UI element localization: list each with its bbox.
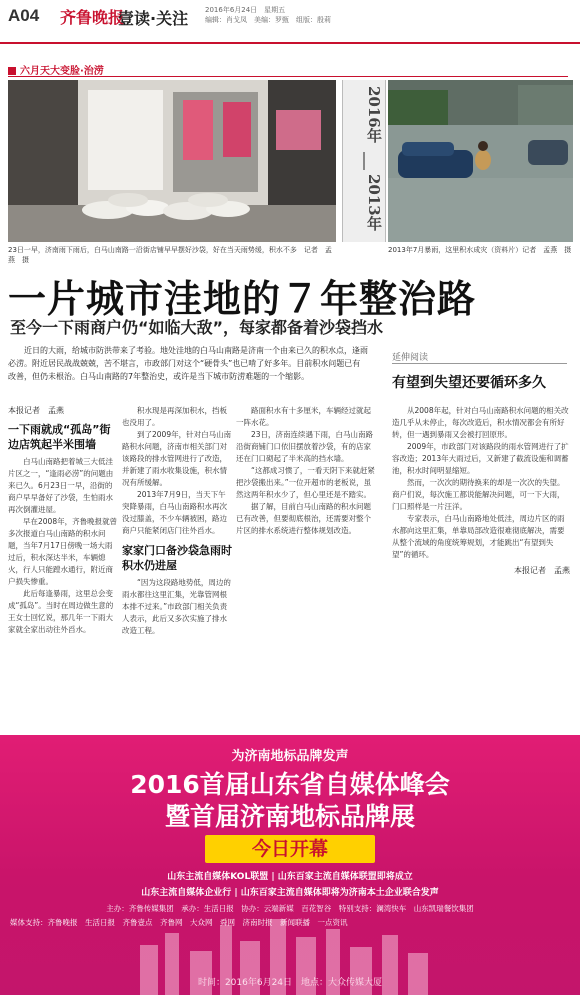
paragraph: “这都成习惯了，一看天阴下来就赶紧把沙袋搬出来。”一位开超市的老板说，虽然这两年积水少了，但心里还是不踏实。 [236,466,375,499]
paragraph: 23日，济南连续遇下雨，白马山南路沿街商铺门口依旧摆放着沙袋，有的店家还在门口砌起了半米高的挡水墙。 [236,430,374,463]
summit-banner-ad [0,735,580,995]
section-title: 壹读·关注 [118,9,189,28]
paragraph: 然而，一次次的期待换来的却是一次次的失望。商户们说，每次施工都说能解决问题，可一下大雨，门口照样是一片汪洋。 [392,478,565,511]
banner-organizers: 主办：齐鲁传媒集团 承办：生活日报 协办：云端新媒 百花智谷 特别支持：澜湾快车 山东凯瑞餐饮集团 [106,904,474,913]
related-reading-label: 延伸阅读 [392,350,567,364]
photo-2013-flood [388,80,573,242]
article-column-2 [122,405,232,730]
paragraph: 路面积水有十多厘米，车辆经过就起一阵水花。 [236,406,371,427]
banner-time-venue: 时间：2016年6月24日 地点：大众传媒大厦 [197,978,383,988]
topic-square-icon [8,67,16,75]
year-label-2013: 2013年 [365,174,383,231]
opening-today-badge: 今日开幕 [205,835,375,863]
topic-label: 六月天大变脸·治涝 [20,66,104,77]
year-label-2016: 2016年 [365,86,383,143]
topic-bar [8,62,568,77]
year-comparison-strip [342,80,386,242]
related-reading-title: 有望到失望还要循环多久 [392,375,546,391]
sidebar-byline: 本报记者 孟燕 [514,566,570,575]
lead-paragraph: 近日的大雨，给城市防洪带来了考验。地处洼地的白马山南路是济南一个由来已久的积水点，逢雨必涝。附近居民战战兢兢，苦不堪言，市政部门对这个“硬骨头”也已啃了好多年。目前积水问题已有改善，但仍未根治。白马山南路的7年整治史，或许是当下城市防涝难题的一个缩影。 [8,346,368,381]
editor-credits: 编辑：肖戈凤 美编：罗甄 组版：殷莉 [205,16,331,24]
paragraph: 2009年，市政部门对该路段的雨水管网进行了扩容改造；2013年大雨过后，又新建了截流设施和调蓄池，积水时间明显缩短。 [392,442,569,475]
year-divider [363,152,365,170]
banner-media-support: 媒体支持：齐鲁晚报 生活日报 齐鲁壹点 齐鲁网 大众网 舜网 济南时报 新闻联播 一点资讯 [10,918,348,927]
page-header [0,0,580,44]
banner-slogan: 为济南地标品牌发声 [231,749,349,764]
newspaper-logo: 齐鲁晚报 [60,8,125,27]
paragraph: 早在2008年，齐鲁晚报就曾多次报道白马山南路的积水问题，当年7月17日傍晚一场大雨过后，积水深达半米，车辆熄火，行人只能蹚水通行，附近商户损失惨重。 [8,517,118,586]
paragraph: 2013年7月9日，当天下午突降暴雨，白马山南路积水再次没过膝盖，不少车辆被困，路边商户只能紧闭店门往外舀水。 [122,490,227,535]
subhead-sandbags: 家家门口备沙袋急雨时积水仍进屋 [122,544,232,572]
photo-2016-storefront [8,80,336,242]
banner-title: 2016首届山东省自媒体峰会 [130,770,450,799]
paragraph: 白马山南路把着城三大低洼片区之一，“逢雨必涝”的问题由来已久。6月23日一早，沿街的商户早早备好了沙袋，生怕雨水再次倒灌进屋。 [8,457,114,514]
paragraph: 此后每逢暴雨，这里总会变成“孤岛”。当时在周边做生意的王女士回忆说，那几年一下雨大家就全家出动往外舀水。 [8,589,114,634]
page-number: A04 [8,6,40,25]
byline: 本报记者 孟燕 [8,406,64,415]
banner-alliance-line: 山东主流自媒体KOL联盟 | 山东百家主流自媒体联盟即将成立 [167,872,413,882]
sub-headline: 至今一下雨商户仍“如临大敌”，每家都备着沙袋挡水 [10,318,384,337]
paragraph: 据了解，目前白马山南路的积水问题已有改善，但要彻底根治，还需要对整个片区的排水系统进行整体规划改造。 [236,502,371,535]
paragraph: 从2008年起，针对白马山南路积水问题的相关改造几乎从未停止，每次改造后，积水情况都会有所好转，但一遇到暴雨又会被打回原形。 [392,406,569,439]
banner-enterprise-line: 山东主流自媒体企业行 | 山东百家主流自媒体即将为济南本土企业联合发声 [141,888,439,898]
paragraph: 积水现是再深加积水，挡板也没用了。 [122,406,227,427]
issue-info [205,5,355,25]
paragraph: 专家表示，白马山南路地处低洼，周边片区的雨水都向这里汇集，单靠局部改造很难彻底解决，需要从整个流域的角度统筹规划，才能跳出“有望到失望”的循环。 [392,514,565,559]
article-column-1 [8,405,118,730]
subhead-isolated-island: 一下雨就成“孤岛”街边店筑起半米围墙 [8,423,111,451]
banner-subtitle: 暨首届济南地标品牌展 [164,802,415,831]
related-reading-body [392,405,570,730]
caption-right: 2013年7月暴雨，这里积水成灾（资料片）记者 孟燕 摄 [388,246,572,254]
main-headline: 一片城市洼地的７年整治路 [8,277,477,321]
issue-date: 2016年6月24日 星期五 [205,6,286,14]
paragraph: “因为这段路地势低，周边的雨水都往这里汇集，光靠管网根本排不过来。”市政部门相关负责人表示，此后又多次实施了排水改造工程。 [122,578,231,635]
paragraph: 到了2009年，针对白马山南路积水问题，济南市相关部门对该路段的排水管网进行了改造，并新建了雨水收集设施，积水情况有所缓解。 [122,430,232,487]
caption-left: 23日一早，济南雨下雨后，白马山南路一沿街店铺早早摆好沙袋，好在当天雨势缓，积水不多 记者 孟燕 摄 [8,246,332,264]
article-column-3 [236,405,376,730]
